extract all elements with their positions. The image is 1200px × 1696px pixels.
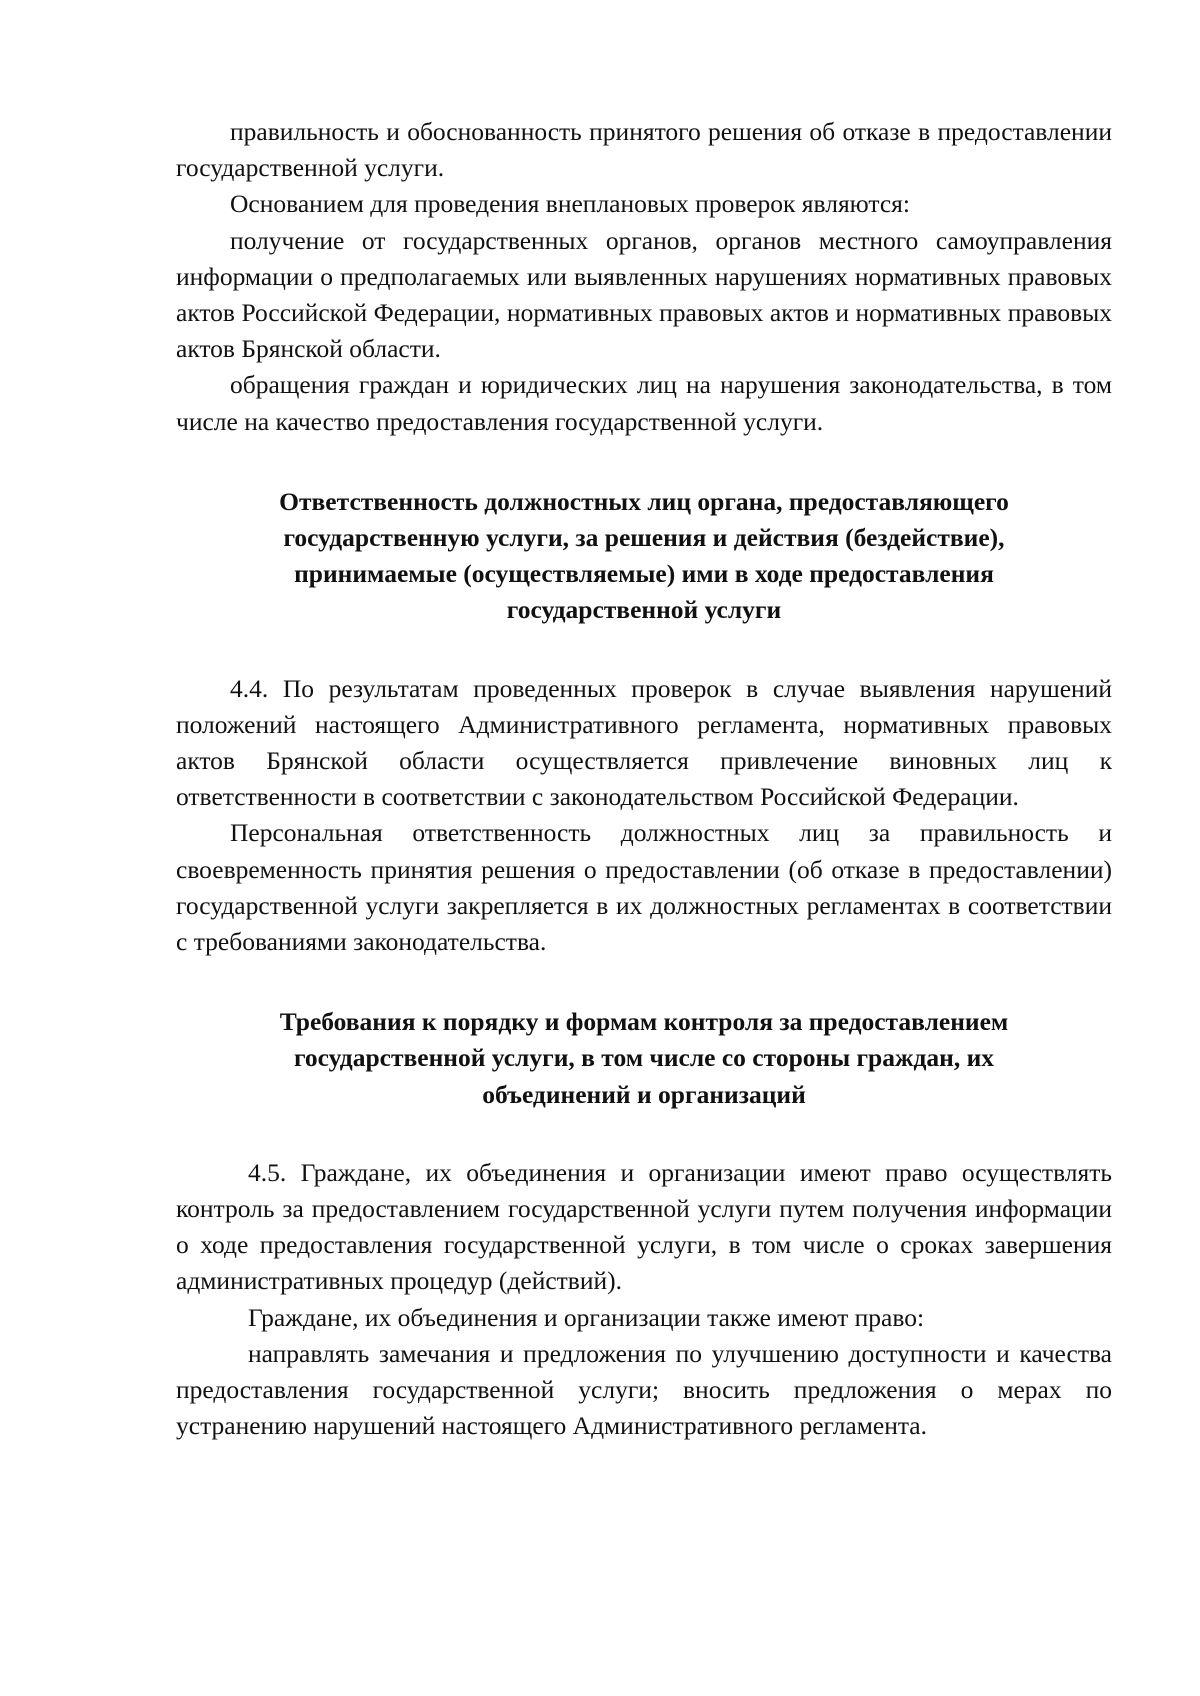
paragraph-submit-remarks: направлять замечания и предложения по улучшению доступности и качества предоставления государственной услуги; вносить предложения о мерах по устранению нарушений настоящего Административного регламента.	[176, 1338, 1112, 1441]
spacer	[176, 440, 1112, 484]
section-heading-responsibility	[176, 484, 1112, 629]
heading-line: принимаемые (осуществляемые) ими в ходе предоставления	[294, 559, 994, 589]
heading-line: Требования к порядку и формам контроля за предоставлением	[279, 1007, 1009, 1037]
heading-line: объединений и организаций	[482, 1079, 806, 1109]
paragraph-citizen-appeals: обращения граждан и юридических лиц на нарушения законодательства, в том числе на качество предоставления государственной услуги.	[176, 370, 1112, 436]
spacer	[176, 960, 1112, 1004]
paragraph-personal-responsibility: Персональная ответственность должностных лиц за правильность и своевременность принятия решения о предоставлении (об отказе в предоставлении) государственной услуги закрепляется в их должностных регламентах в соответствии с требованиями законодательства.	[176, 818, 1112, 957]
paragraph-decision-correctness: правильность и обоснованность принятого решения об отказе в предоставлении государственной услуги.	[176, 117, 1112, 183]
spacer	[176, 1113, 1112, 1155]
heading-line: государственной услуги, в том числе со стороны граждан, их	[293, 1043, 995, 1073]
paragraph-citizens-rights: Граждане, их объединения и организации также имеют право:	[248, 1302, 925, 1332]
paragraph-info-from-authorities: получение от государственных органов, органов местного самоуправления информации о предполагаемых или выявленных нарушениях нормативных правовых актов Российской Федерации, нормативных правовых актов и нормативных правовых актов Брянской области.	[176, 225, 1112, 364]
section-heading-control-requirements	[176, 1004, 1112, 1113]
heading-line: государственной услуги	[506, 595, 782, 625]
paragraph-4-5: 4.5. Граждане, их объединения и организации имеют право осуществлять контроль за предоставлением государственной услуги путем получения информации о ходе предоставления государственной услуги, в том числе о сроках завершения административных процедур (действий).	[176, 1157, 1112, 1296]
paragraph-4-4: 4.4. По результатам проведенных проверок в случае выявления нарушений положений настоящего Административного регламента, нормативных правовых актов Брянской области осуществляется привлечение виновных лиц к ответственности в соответствии с законодательством Российской Федерации.	[176, 673, 1112, 812]
paragraph-unscheduled-grounds: Основанием для проведения внеплановых проверок являются:	[230, 189, 910, 219]
spacer	[176, 629, 1112, 671]
heading-line: Ответственность должностных лиц органа, предоставляющего	[279, 486, 1009, 516]
heading-line: государственную услуги, за решения и действия (бездействие),	[283, 523, 1005, 553]
